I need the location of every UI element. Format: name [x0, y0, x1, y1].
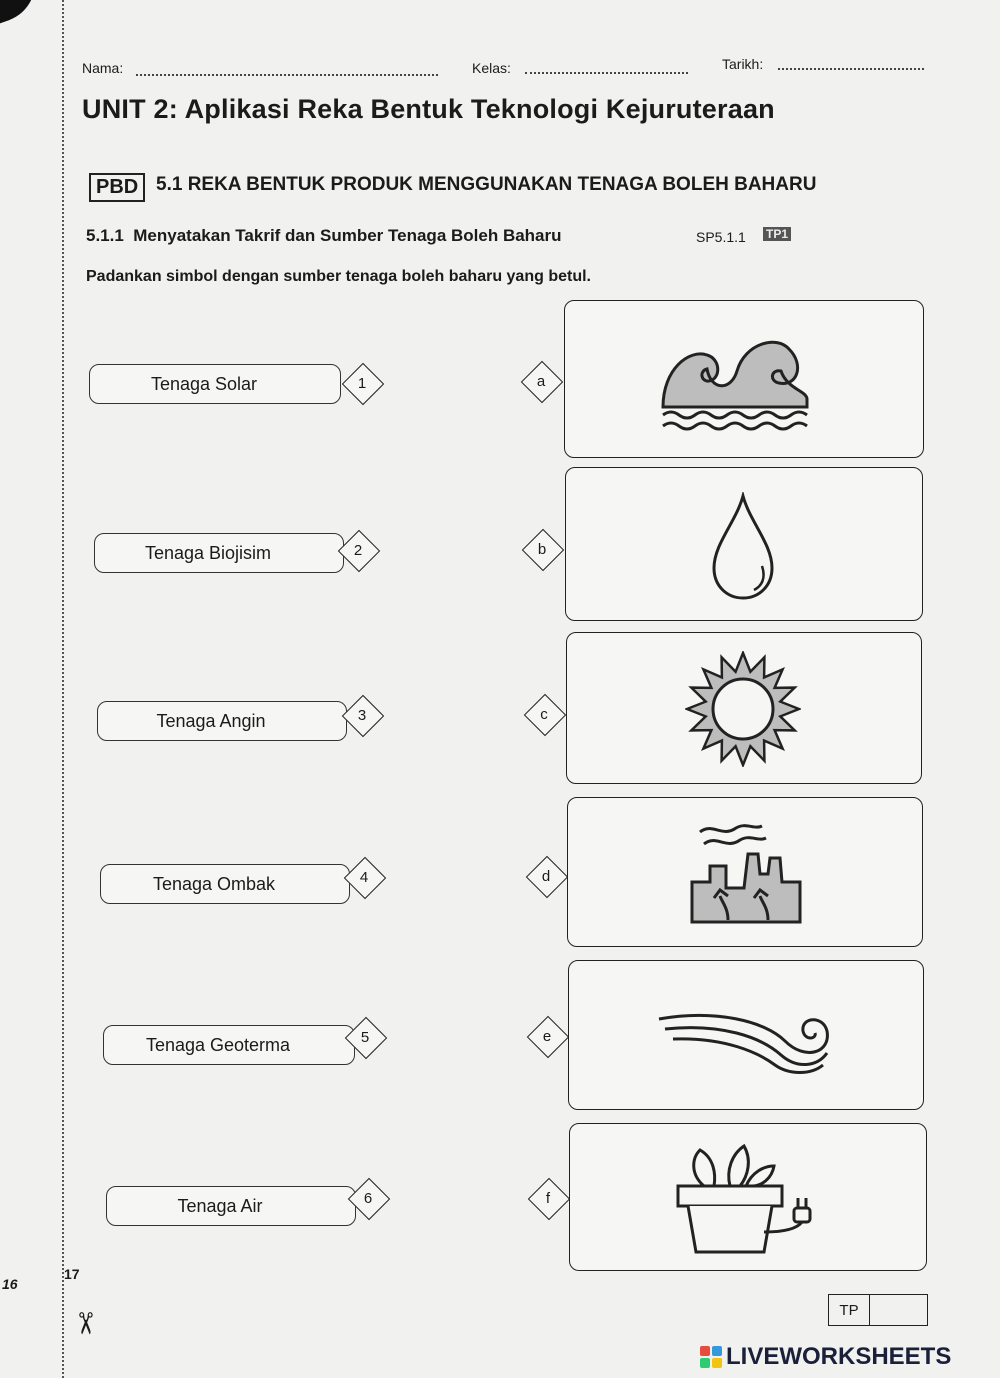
tp-score-field[interactable] [870, 1295, 927, 1325]
source-pill[interactable] [97, 701, 347, 741]
liveworksheets-logo-icon [700, 1346, 722, 1368]
geothermal-factory-icon [688, 818, 808, 932]
source-number: 2 [353, 541, 363, 559]
source-number: 4 [359, 868, 369, 886]
source-number-diamond[interactable] [338, 530, 378, 570]
name-label: Nama: [82, 60, 124, 76]
tp-score-box[interactable] [828, 1294, 928, 1326]
watermark-text: LIVEWORKSHEETS [726, 1343, 952, 1370]
source-number: 3 [357, 706, 367, 724]
source-number-diamond[interactable] [345, 1017, 385, 1057]
symbol-letter: a [536, 372, 546, 390]
symbol-letter-diamond[interactable] [522, 529, 562, 569]
symbol-letter-diamond[interactable] [521, 361, 561, 401]
symbol-card-d[interactable] [567, 797, 923, 947]
standard-code: SP5.1.1 [696, 229, 746, 245]
date-label: Tarikh: [722, 56, 764, 72]
name-field[interactable] [136, 74, 438, 76]
symbol-card-e[interactable] [568, 960, 924, 1110]
class-label: Kelas: [472, 60, 511, 76]
source-number-diamond[interactable] [342, 695, 382, 735]
source-pill[interactable] [89, 364, 341, 404]
tp-label: TP [829, 1295, 870, 1325]
symbol-card-f[interactable] [569, 1123, 927, 1271]
source-label: Tenaga Biojisim [144, 542, 272, 563]
cut-line [62, 0, 64, 1378]
source-label: Tenaga Ombak [152, 873, 276, 894]
subsection-heading: 5.1.1 Menyatakan Takrif dan Sumber Tenaga Boleh Baharu [86, 226, 562, 245]
source-label: Tenaga Solar [150, 373, 258, 394]
symbol-letter: b [537, 540, 547, 558]
tp-level-badge: TP1 [763, 227, 791, 241]
source-label: Tenaga Air [177, 1195, 263, 1216]
symbol-letter: e [542, 1027, 552, 1045]
symbol-letter-diamond[interactable] [527, 1016, 567, 1056]
source-label: Tenaga Angin [156, 710, 266, 731]
sun-icon [685, 651, 801, 767]
instruction: Padankan simbol dengan sumber tenaga boleh baharu yang betul. [86, 268, 591, 285]
pbd-badge: PBD [89, 173, 145, 202]
source-number: 1 [357, 374, 367, 392]
source-pill[interactable] [94, 533, 344, 573]
liveworksheets-watermark [700, 1343, 951, 1371]
source-number: 5 [360, 1028, 370, 1046]
symbol-card-c[interactable] [566, 632, 922, 784]
plant-plug-icon [670, 1136, 840, 1262]
page-number-right: 17 [64, 1266, 80, 1282]
page-number-left: 16 [2, 1276, 18, 1292]
source-label: Tenaga Geoterma [145, 1034, 291, 1055]
symbol-card-b[interactable] [565, 467, 923, 621]
source-number: 6 [363, 1189, 373, 1207]
symbol-letter-diamond[interactable] [526, 856, 566, 896]
symbol-letter: f [545, 1189, 551, 1207]
scissors-icon: ✂ [68, 1310, 102, 1337]
source-pill[interactable] [103, 1025, 355, 1065]
class-field[interactable] [525, 72, 688, 74]
water-drop-icon [706, 492, 780, 602]
symbol-card-a[interactable] [564, 300, 924, 458]
source-number-diamond[interactable] [344, 857, 384, 897]
waves-icon [659, 329, 811, 433]
symbol-letter-diamond[interactable] [524, 694, 564, 734]
section-heading: 5.1 REKA BENTUK PRODUK MENGGUNAKAN TENAGA BOLEH BAHARU [156, 174, 817, 195]
wind-icon [655, 1001, 837, 1077]
source-number-diamond[interactable] [348, 1178, 388, 1218]
page-corner-shadow [0, 0, 46, 30]
symbol-letter: d [541, 867, 551, 885]
source-pill[interactable] [100, 864, 350, 904]
symbol-letter-diamond[interactable] [528, 1178, 568, 1218]
source-number-diamond[interactable] [342, 363, 382, 403]
source-pill[interactable] [106, 1186, 356, 1226]
symbol-letter: c [540, 705, 548, 723]
page-title: UNIT 2: Aplikasi Reka Bentuk Teknologi Kejuruteraan [82, 94, 775, 124]
date-field[interactable] [778, 68, 924, 70]
